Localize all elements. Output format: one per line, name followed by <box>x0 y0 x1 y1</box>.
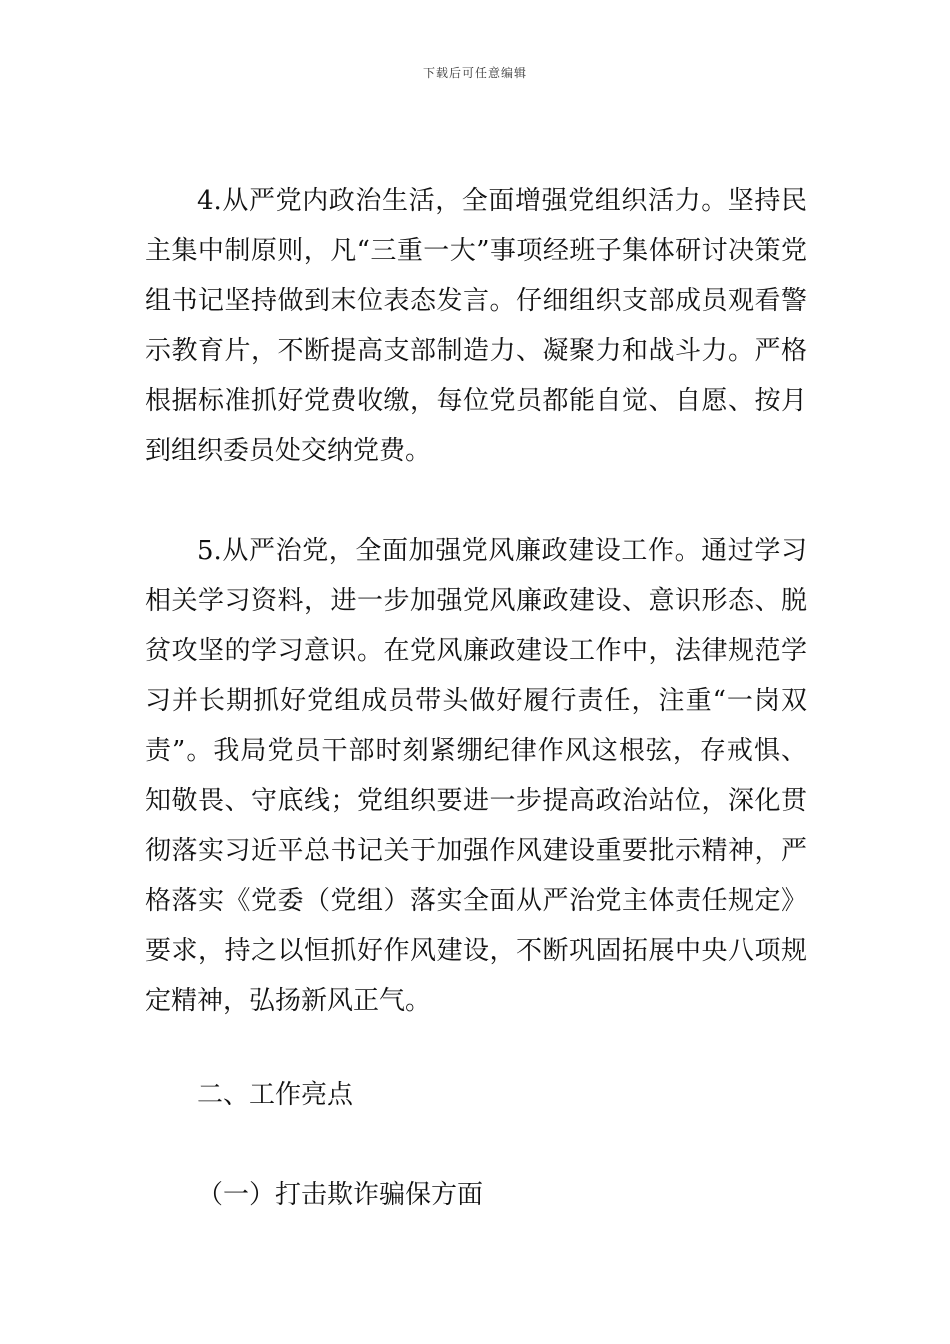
section-heading-work-highlights: 二、工作亮点 <box>197 1080 354 1110</box>
page-header: 下载后可任意编辑 <box>422 66 527 80</box>
paragraph-5: 5.从严治党，全面加强党风廉政建设工作。通过学习相关学习资料，进一步加强党风廉政建设、意识形态、脱贫攻坚的学习意识。在党风廉政建设工作中，法律规范学习并长期抓好党组成员带头做好履行责任，注重“一岗双责”。我局党员干部时刻紧绷纪律作风这根弦，存戒惧、知敬畏、守底线；党组织要进一步提高政治站位，深化贯彻落实习近平总书记关于加强作风建设重要批示精神，严格落实《党委（党组）落实全面从严治党主体责任规定》要求，持之以恒抓好作风建设，不断巩固拓展中央八项规定精神，弘扬新风正气。 <box>145 536 807 1016</box>
subsection-heading-anti-fraud: （一）打击欺诈骗保方面 <box>197 1180 484 1210</box>
paragraph-4: 4.从严党内政治生活，全面增强党组织活力。坚持民主集中制原则，凡“三重一大”事项经班子集体研讨决策党组书记坚持做到末位表态发言。仔细组织支部成员观看警示教育片，不断提高支部制造力、凝聚力和战斗力。严格根据标准抓好党费收缴，每位党员都能自觉、自愿、按月到组织委员处交纳党费。 <box>145 186 807 466</box>
